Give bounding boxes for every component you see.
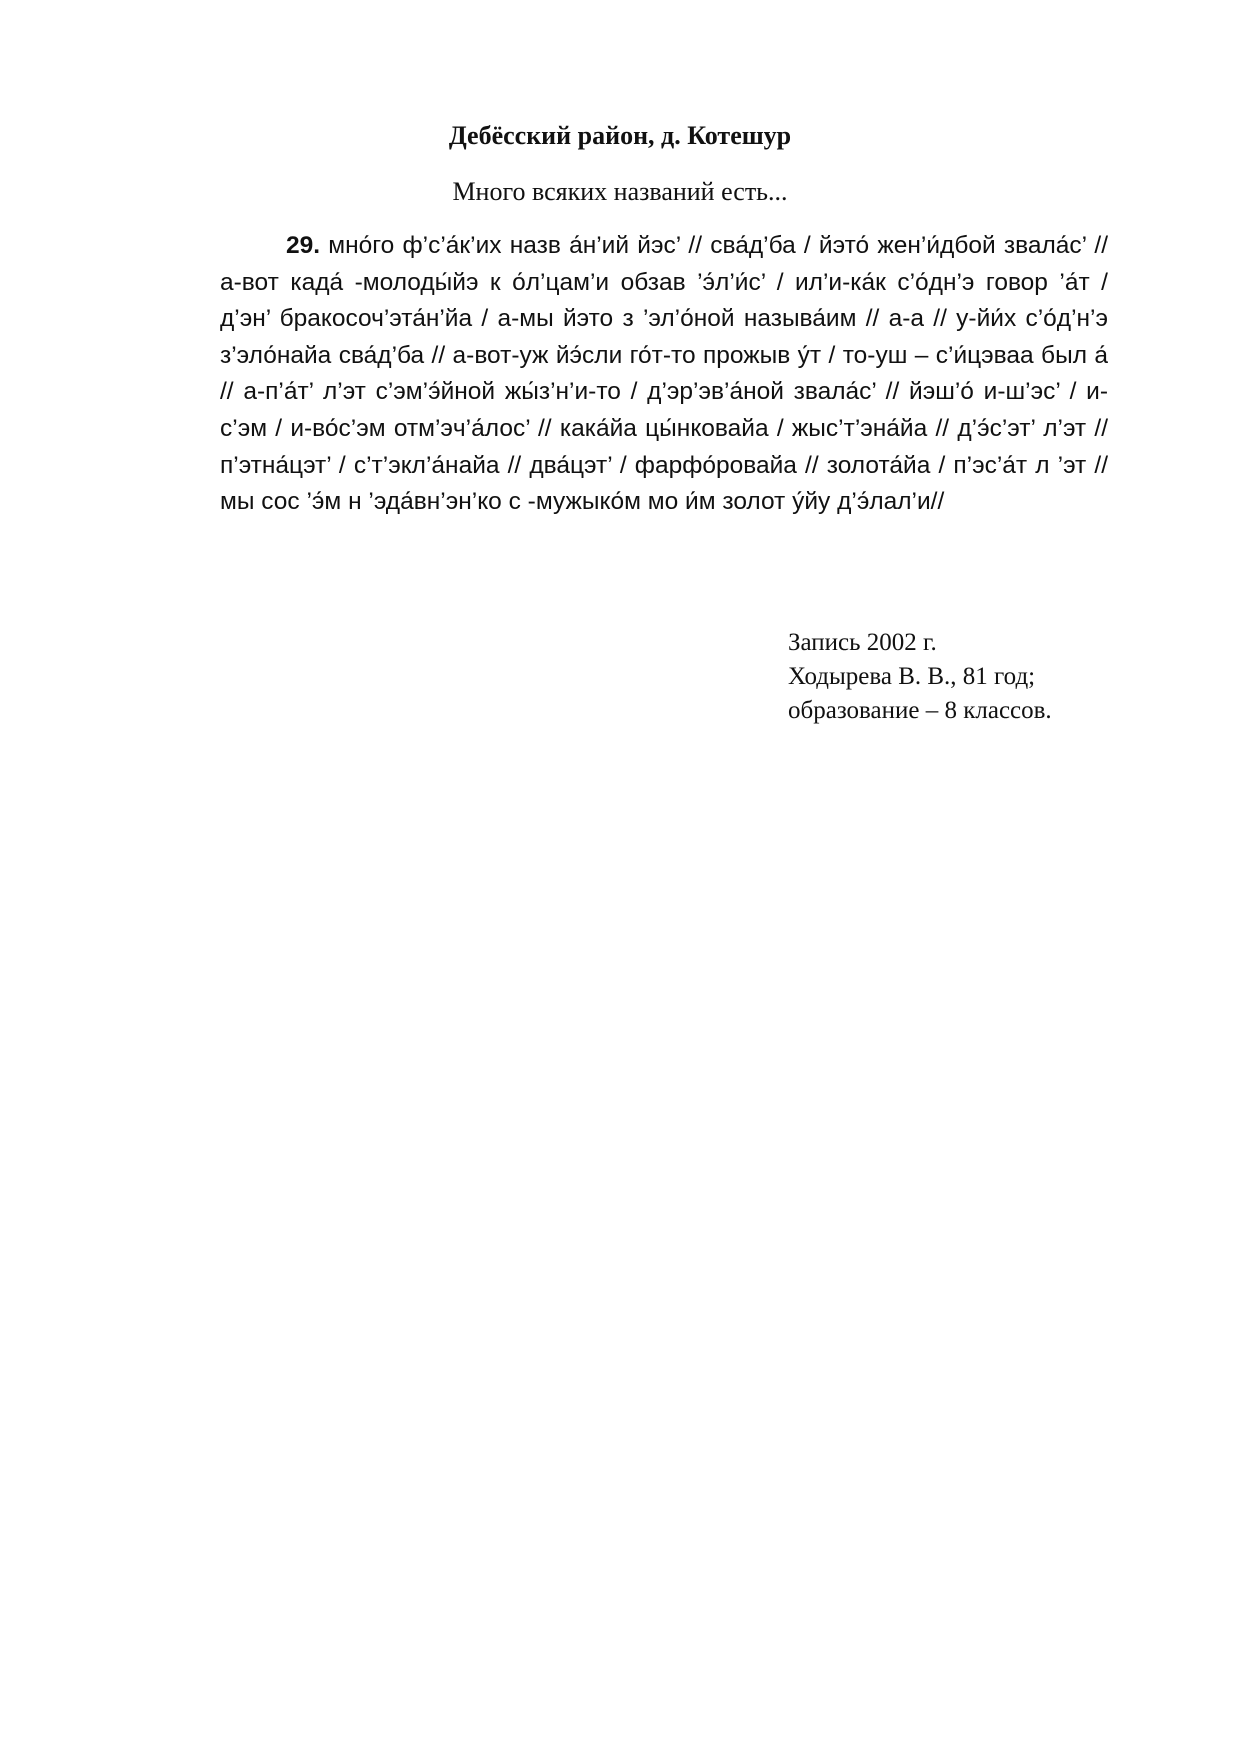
text-title: Много всяких названий есть... [452,177,788,206]
record-info [788,626,1052,728]
record-year: Запись 2002 г. [788,629,937,656]
region-heading: Дебёсский район, д. Котешур [448,121,792,150]
text-number: 29. [286,232,321,259]
informant-education: образование – 8 классов. [788,697,1052,724]
transcription-paragraph [220,228,1108,521]
transcription-text: мно́го ф’с’а́к’их назв а́н’ий йэс’ // сва́д’ба / йэто́ жен’и́дбой звала́с’ // а-вот када́ -молоды́йэ к о́л’цам’и обзав ’э́л’и́с’ / ил’и-ка́к с’о́дн’э говор ’а́т / д’эн’ бракосоч’эта́н’йа / а-мы йэто з ’эл’о́ной называ́им // а-а // у-йи́х с’о́д’н’э з’эло́найа сва́д’ба // а-вот-уж йэ́сли го́т-то прожыв у́т / то-уш – с’и́цэваа был а́ // а-п’а́т’ л’эт с’эм’э́йной жы́з’н’и-то / д’эр’эв’а́ной звала́с’ // йэш’о́ и-ш’эс’ / и-с’эм / и-во́с’эм отм’эч’а́лос’ // кака́йа цы́нковайа / жыс’т’эна́йа // д’э́с’эт’ л’эт // п’этна́цэт’ / с’т’экл’а́найа // два́цэт’ / фарфо́ровайа // золота́йа / п’эс’а́т л ’эт // мы сос ’э́м н ’эда́вн’эн’ко с -мужыко́м мо и́м золот у́йу д’э́лал’и// [220,232,1109,516]
informant-name: Ходырева В. В., 81 год; [788,663,1036,690]
